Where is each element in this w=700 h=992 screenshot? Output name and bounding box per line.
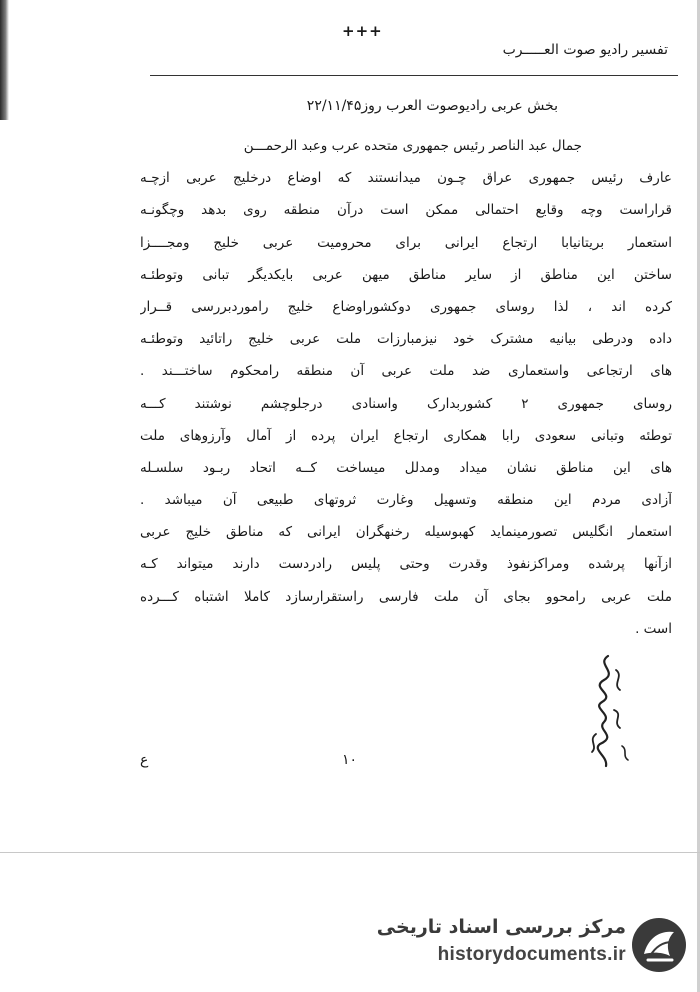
body-line: قراراست وچه وقایع احتمالی ممکن است درآن منطقه روی بدهد وچگونـه bbox=[140, 202, 672, 219]
document-heading: بخش عربی رادیوصوت العرب روز۲۲/۱۱/۴۵ bbox=[306, 98, 558, 114]
watermark bbox=[376, 912, 688, 980]
body-line: روسای جمهوری ۲ کشوربدارک واسنادی درجلوچشم نوشتند کـــه bbox=[140, 395, 672, 412]
watermark-title: مرکز بررسی اسناد تاریخی bbox=[376, 916, 626, 938]
body-line: ملت عربی رامحوو بجای آن ملت فارسی راستقرارسازد کاملا اشتباه کـــرده bbox=[140, 588, 672, 605]
header-divider bbox=[150, 75, 678, 76]
document-header-title: تفسیر رادیو صوت العـــــرب bbox=[502, 42, 668, 58]
page-number: ۱۰ bbox=[342, 752, 358, 768]
body-line: استعمار انگلیس تصورمینماید کهبوسیله رخنهگران ایرانی که مناطق خلیج عربی bbox=[140, 524, 672, 541]
document-body bbox=[140, 130, 672, 645]
history-documents-logo-icon bbox=[630, 916, 688, 974]
body-line: توطئه وتبانی سعودی رابا همکاری ارتجاع ایران پرده از آمال وآرزوهای ملت bbox=[140, 427, 672, 444]
scan-bottom-edge bbox=[0, 852, 700, 853]
body-line: ازآنها پرشده ومراکزنفوذ وقدرت وحتی پلیس رادردست دارند میتواند کـه bbox=[140, 556, 672, 573]
body-line: آزادی مردم این منطقه وتسهیل وغارت ثروتهای طبیعی آن میباشد . bbox=[140, 492, 672, 509]
scan-edge-shadow bbox=[0, 0, 9, 120]
body-line: استعمار بریتانیابا ارتجاع ایرانی برای محرومیت عربی خلیج ومجــــزا bbox=[140, 234, 672, 251]
body-line: داده ودرطی بیانیه مشترک خود نیزمبارزات ملت عربی خلیج راتائید وتوطئـه bbox=[140, 331, 672, 348]
body-line: است . bbox=[635, 620, 672, 637]
body-line: جمال عبد الناصر رئیس جمهوری متحده عرب وعبد الرحمـــن bbox=[243, 138, 582, 154]
margin-mark: ع bbox=[140, 752, 149, 768]
watermark-url: historydocuments.ir bbox=[437, 944, 626, 965]
body-line: کرده اند ، لذا روسای جمهوری دوکشوراوضاع خلیج راموردبررسی قــرار bbox=[140, 298, 672, 315]
handwritten-signature bbox=[578, 650, 638, 770]
body-line: ساختن این مناطق از سایر مناطق میهن عربی بایکدیگر تبانی وتوطئـه bbox=[140, 266, 672, 283]
body-line: های ارتجاعی واستعماری ضد ملت عربی آن منطقه رامحکوم ساختـــند . bbox=[140, 363, 672, 380]
document-marker: +++ bbox=[342, 22, 383, 40]
watermark-text-block bbox=[377, 916, 626, 966]
body-line: عارف رئیس جمهوری عراق چـون میدانستند که اوضاع درخلیج عربی ازچـه bbox=[140, 170, 672, 187]
body-line: های این مناطق نشان میداد ومدلل میساخت کــه اتحاد ربـود سلسـله bbox=[140, 459, 672, 476]
